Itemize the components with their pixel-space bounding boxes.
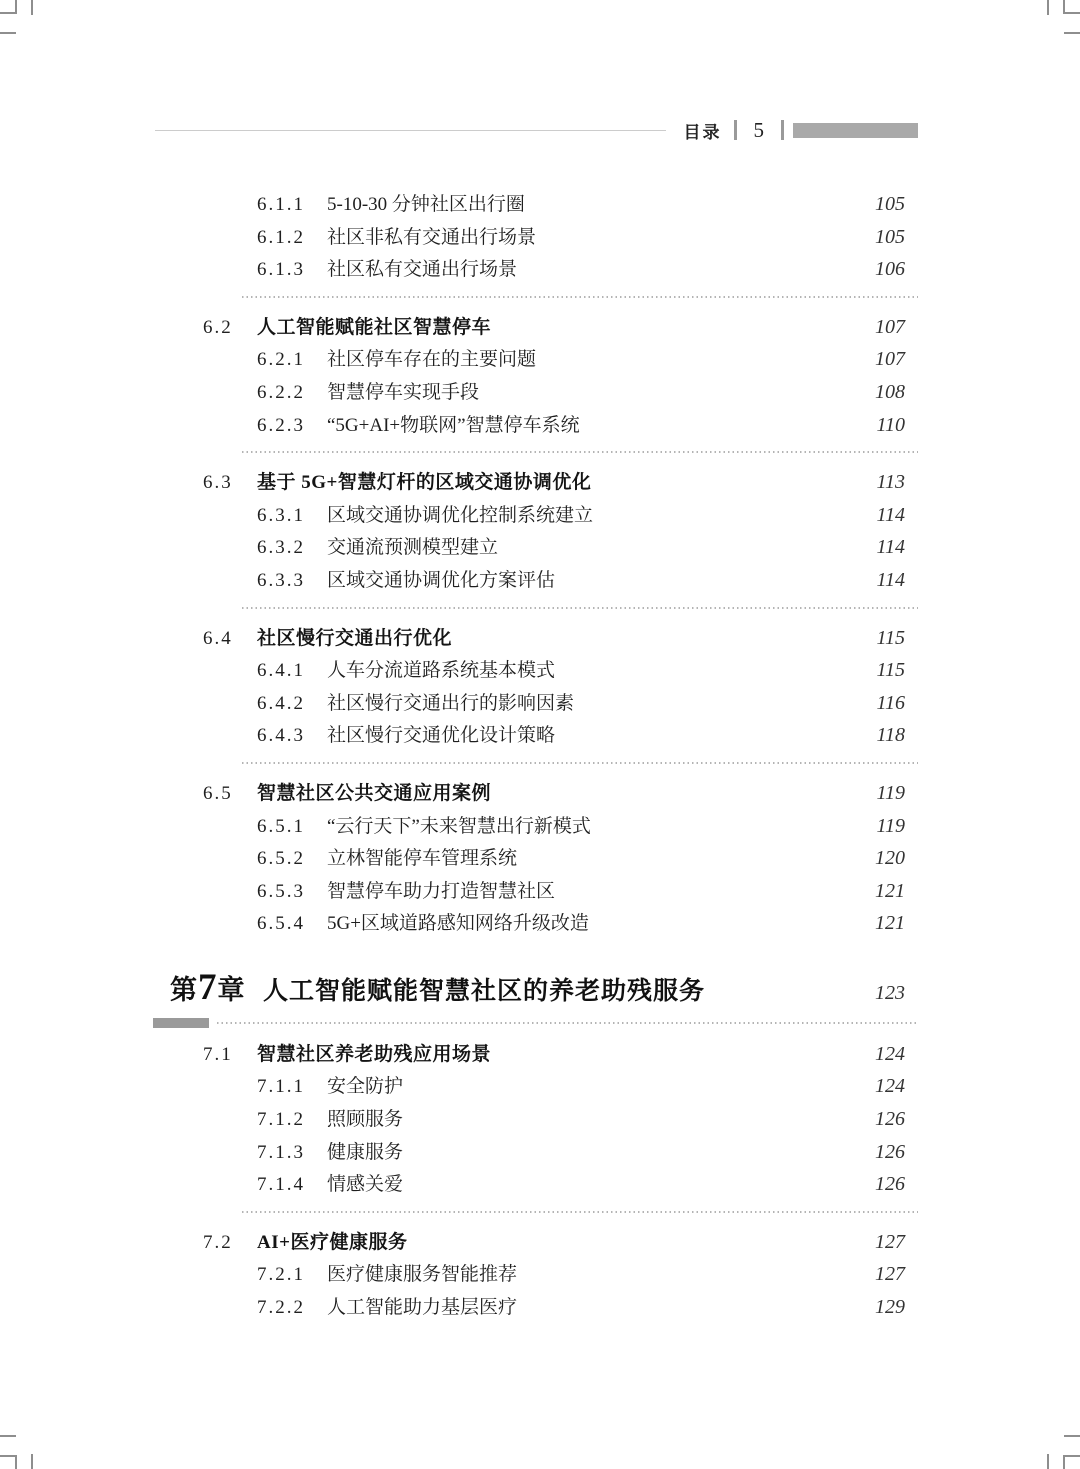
toc-entry-page: 124 <box>875 1075 905 1098</box>
toc-entry <box>155 253 918 286</box>
toc-entry-title: 5G+区域道路感知网络升级改造 <box>327 913 589 935</box>
toc-entry-page: 119 <box>876 781 905 804</box>
toc-entry <box>155 875 918 908</box>
toc-entry-number: 6.1.3 <box>257 259 305 281</box>
toc-entry-title: 医疗健康服务智能推荐 <box>327 1264 518 1286</box>
chapter-number-prefix: 第 <box>170 974 197 1005</box>
crop-tick-vertical <box>1047 0 1049 15</box>
toc-entry <box>155 1226 918 1259</box>
crop-bracket <box>1063 0 1080 14</box>
chapter-number-digit: 7 <box>198 966 217 1008</box>
toc-entry-page: 121 <box>875 912 905 935</box>
toc-entry-page: 110 <box>876 413 905 436</box>
toc-entry-title: 智慧停车助力打造智慧社区 <box>327 880 556 902</box>
toc-entry-page: 107 <box>875 348 905 371</box>
crop-tick-horizontal <box>1064 32 1080 34</box>
section-divider <box>242 296 918 298</box>
toc-entry-number: 7.1 <box>203 1043 233 1065</box>
toc-entry-page: 121 <box>875 879 905 902</box>
chapter-rule <box>153 1018 918 1028</box>
toc-entry-page: 119 <box>876 814 905 837</box>
toc-entry <box>155 221 918 254</box>
chapter-rule-bar <box>153 1018 209 1028</box>
section-divider <box>242 451 918 453</box>
toc-entry <box>155 1070 918 1103</box>
chapter-number <box>170 966 263 1009</box>
toc-entry-number: 6.3.1 <box>257 504 305 526</box>
section-divider <box>242 762 918 764</box>
toc-entry-title: 智慧社区养老助残应用场景 <box>257 1043 492 1065</box>
toc-entry-title: 区域交通协调优化方案评估 <box>327 569 556 591</box>
toc-entry <box>155 343 918 376</box>
toc-entry-number: 6.2.2 <box>257 381 305 403</box>
chapter-title: 人工智能赋能智慧社区的养老助残服务 <box>263 976 706 1005</box>
section-divider <box>242 607 918 609</box>
toc-entry-page: 127 <box>875 1230 905 1253</box>
toc-entry-page: 114 <box>876 536 905 559</box>
toc-entry-number: 7.2.1 <box>257 1264 305 1286</box>
toc-entry-number: 6.4.1 <box>257 660 305 682</box>
toc-entry-page: 106 <box>875 258 905 281</box>
toc-entry <box>155 1291 918 1324</box>
toc-entry <box>155 376 918 409</box>
toc-entry-number: 6.5.4 <box>257 913 305 935</box>
toc-entry-title: 照顾服务 <box>327 1109 404 1131</box>
toc-entry-title: 社区私有交通出行场景 <box>327 259 518 281</box>
toc-entry <box>155 907 918 940</box>
chapter-number-suffix: 章 <box>217 974 245 1005</box>
section-divider <box>242 1211 918 1213</box>
toc-entry-page: 126 <box>875 1173 905 1196</box>
toc-entry-title: 智慧社区公共交通应用案例 <box>257 782 492 804</box>
toc-entry-number: 6.5.3 <box>257 880 305 902</box>
toc-entry-title: 安全防护 <box>327 1076 404 1098</box>
crop-bracket <box>1063 1455 1080 1469</box>
toc-entry-page: 120 <box>875 847 905 870</box>
toc-entry-number: 6.3 <box>203 472 233 494</box>
toc-entry <box>155 188 918 221</box>
toc-entry <box>155 311 918 344</box>
header-title: 目录 <box>683 122 722 142</box>
toc-entry-page: 114 <box>876 568 905 591</box>
crop-tick-horizontal <box>0 1435 16 1437</box>
toc-entry-page: 126 <box>875 1108 905 1131</box>
toc-entry-number: 7.1.3 <box>257 1141 305 1163</box>
toc-entry-page: 105 <box>875 193 905 215</box>
toc-entry-title: “云行天下”未来智慧出行新模式 <box>327 815 591 837</box>
toc-entry <box>155 777 918 810</box>
toc-entry-number: 6.5.2 <box>257 848 305 870</box>
toc-entry-title: 智慧停车实现手段 <box>327 381 480 403</box>
toc-entry-title: 立林智能停车管理系统 <box>327 848 518 870</box>
toc-entry-title: 社区非私有交通出行场景 <box>327 226 537 248</box>
toc-entry-number: 7.2.2 <box>257 1297 305 1319</box>
toc-entry-page: 118 <box>876 724 905 747</box>
toc-entry-number: 7.1.2 <box>257 1109 305 1131</box>
chapter-page: 123 <box>875 981 905 1004</box>
toc-entry <box>155 409 918 442</box>
toc-entry-title: 人工智能助力基层医疗 <box>327 1297 518 1319</box>
toc-entry-number: 6.5.1 <box>257 815 305 837</box>
toc-entry <box>155 1136 918 1169</box>
toc-entry <box>155 499 918 532</box>
toc-entry-number: 6.1.1 <box>257 194 305 215</box>
header-accent-bar <box>793 123 918 138</box>
toc-entry-page: 127 <box>875 1263 905 1286</box>
toc-entry-title: 基于 5G+智慧灯杆的区域交通协调优化 <box>257 472 592 494</box>
crop-tick-horizontal <box>0 32 16 34</box>
toc-entry <box>155 654 918 687</box>
toc-entry-title: “5G+AI+物联网”智慧停车系统 <box>327 414 580 436</box>
toc-entry-page: 105 <box>875 225 905 248</box>
toc-entry <box>155 842 918 875</box>
toc-entry-page: 114 <box>876 503 905 526</box>
toc-entry-number: 6.2 <box>203 316 233 338</box>
toc-entry-title: 情感关爱 <box>327 1174 404 1196</box>
toc-entry-number: 6.2.3 <box>257 414 305 436</box>
crop-mark-bottom-right <box>1046 1434 1080 1469</box>
page-header <box>155 112 918 148</box>
toc-entry-title: 社区慢行交通优化设计策略 <box>327 725 556 747</box>
crop-mark-bottom-left <box>0 1434 34 1469</box>
toc-entry-number: 6.3.3 <box>257 569 305 591</box>
toc-entry-number: 7.1.4 <box>257 1174 305 1196</box>
toc-entry-number: 6.5 <box>203 782 233 804</box>
toc-entry <box>155 1168 918 1201</box>
toc-entry-number: 6.4.3 <box>257 725 305 747</box>
toc-entry-title: 人车分流道路系统基本模式 <box>327 660 556 682</box>
toc-entry-number: 6.1.2 <box>257 226 305 248</box>
header-page-number: 5 <box>753 117 764 142</box>
toc-entry-number: 7.1.1 <box>257 1076 305 1098</box>
toc-entry <box>155 687 918 720</box>
toc-entry-page: 124 <box>875 1042 905 1065</box>
crop-tick-vertical <box>1047 1454 1049 1469</box>
crop-mark-top-left <box>0 0 34 35</box>
toc-entry-page: 113 <box>876 471 905 494</box>
header-divider-bar <box>734 120 737 140</box>
toc-entry-title: 社区慢行交通出行的影响因素 <box>327 692 575 714</box>
toc-entry <box>155 622 918 655</box>
toc-entry-page: 126 <box>875 1140 905 1163</box>
crop-tick-vertical <box>31 0 33 15</box>
header-rule <box>155 130 666 131</box>
crop-tick-vertical <box>31 1454 33 1469</box>
header-divider-bar <box>781 120 784 140</box>
toc-entry <box>155 810 918 843</box>
toc-entry-page: 115 <box>876 626 905 649</box>
toc-entry-title: 社区慢行交通出行优化 <box>257 627 453 649</box>
toc-entry <box>155 564 918 597</box>
chapter-heading-row <box>155 966 918 1012</box>
toc-entry <box>155 1038 918 1071</box>
toc-entry-title: 健康服务 <box>327 1141 404 1163</box>
toc-entry-number: 6.3.2 <box>257 537 305 559</box>
toc-entry-title: AI+医疗健康服务 <box>257 1231 408 1253</box>
toc-entry-page: 116 <box>876 691 905 714</box>
toc-entry-title: 人工智能赋能社区智慧停车 <box>257 316 492 338</box>
toc-entry <box>155 531 918 564</box>
toc-entry-page: 107 <box>875 315 905 338</box>
toc-entry-title: 交通流预测模型建立 <box>327 537 499 559</box>
toc-entry-page: 115 <box>876 659 905 682</box>
toc-entry-page: 108 <box>875 380 905 403</box>
crop-mark-top-right <box>1046 0 1080 35</box>
toc-entry <box>155 719 918 752</box>
toc-entry <box>155 1103 918 1136</box>
crop-tick-horizontal <box>1064 1435 1080 1437</box>
toc-entry <box>155 1258 918 1291</box>
toc-entry-number: 6.4.2 <box>257 692 305 714</box>
toc-entry-number: 6.2.1 <box>257 349 305 371</box>
toc-entry-title: 区域交通协调优化控制系统建立 <box>327 504 594 526</box>
toc-entry-number: 7.2 <box>203 1231 233 1253</box>
chapter-rule-dotted <box>217 1022 918 1024</box>
toc-entry-title: 社区停车存在的主要问题 <box>327 349 537 371</box>
toc-entry-title: 5-10-30 分钟社区出行圈 <box>327 194 525 215</box>
crop-bracket <box>0 0 17 14</box>
toc-entry <box>155 466 918 499</box>
toc-entry-number: 6.4 <box>203 627 233 649</box>
table-of-contents <box>155 188 918 1324</box>
crop-bracket <box>0 1455 17 1469</box>
toc-entry-page: 129 <box>875 1296 905 1319</box>
